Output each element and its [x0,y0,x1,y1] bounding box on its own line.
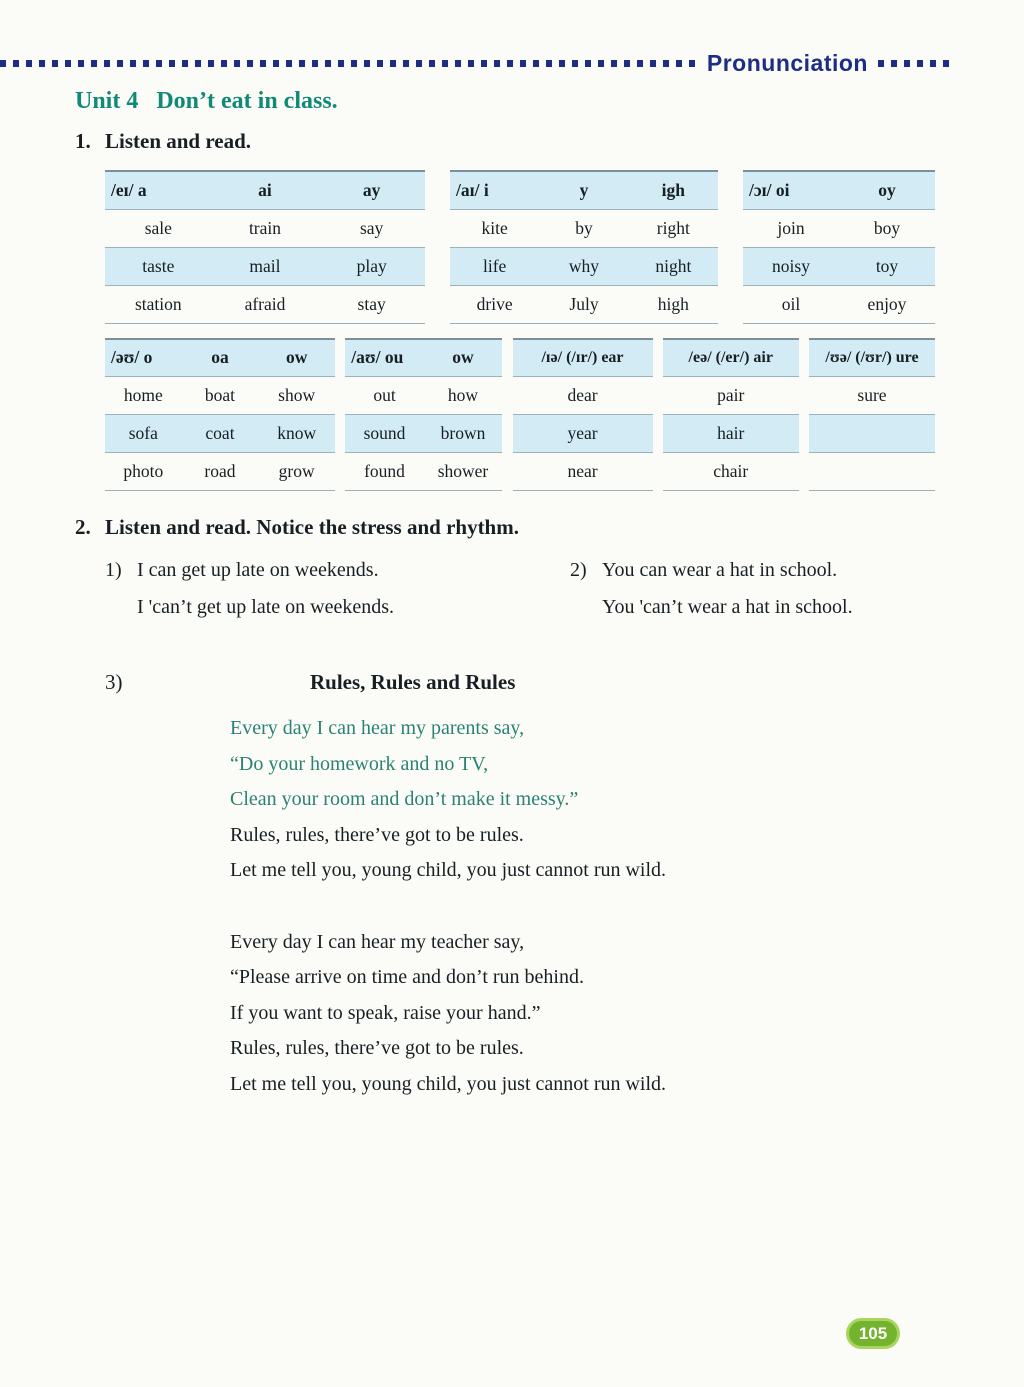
table-header-row [513,339,653,377]
table-cell: station [105,285,212,323]
table-header-cell: /ʊə/ (/ʊr/) ure [809,339,935,377]
table-cell [809,415,935,453]
table-row [450,285,718,323]
table-cell: sale [105,209,212,247]
table-cell: high [629,285,718,323]
phonics-table-row-2 [105,338,935,492]
poem-line: Every day I can hear my teacher say, [230,930,525,953]
table-cell: say [318,209,425,247]
table-cell: boat [182,377,259,415]
section-2 [75,515,936,626]
table-header-row [743,171,935,209]
poem-line: Clean your room and don’t make it messy.” [230,788,579,810]
vowel-table-ear [513,338,653,492]
table-row [809,377,935,415]
table-cell: hair [663,415,799,453]
table-cell: dear [513,377,653,415]
section-3-heading [105,670,936,695]
section-2-heading [75,515,936,540]
section-3 [75,670,936,1102]
vowel-table-ei [105,170,425,324]
phonics-tables [105,170,935,491]
table-header-cell: oa [182,339,259,377]
unit-title-text: Don’t eat in class. [156,88,338,114]
table-cell: road [182,453,259,491]
vowel-table-air [663,338,799,492]
table-header-cell: /aɪ/ i [450,171,539,209]
table-cell: sure [809,377,935,415]
table-cell: coat [182,415,259,453]
table-header-cell: /ɪə/ (/ɪr/) ear [513,339,653,377]
unit-number: Unit 4 [75,88,139,114]
stress-example-2 [570,552,853,626]
table-header-row [105,339,335,377]
section-3-number: 3) [105,670,123,694]
table-row [105,415,335,453]
table-row [105,377,335,415]
poem-stanza-2 [230,925,936,1103]
poem-line: Rules, rules, there’ve got to be rules. [230,1037,524,1059]
example-text-stressed: You 'can’t wear a hat in school. [602,596,853,618]
table-cell: out [345,377,424,415]
table-cell: grow [258,453,335,491]
table-cell: near [513,453,653,491]
phonics-table-row-1 [105,170,935,324]
table-header-row [450,171,718,209]
table-row [105,247,425,285]
table-cell: why [539,247,628,285]
table-row [105,209,425,247]
table-cell: shower [424,453,503,491]
table-header-cell: ow [424,339,503,377]
table-header-row [105,171,425,209]
table-cell: mail [212,247,319,285]
table-header-cell: oy [839,171,935,209]
unit-title [75,88,936,115]
table-cell: sound [345,415,424,453]
example-line [105,552,570,589]
poem-line: Rules, rules, there’ve got to be rules. [230,823,524,846]
poem-line: “Do your homework and no TV, [230,752,489,775]
table-cell: taste [105,247,212,285]
table-cell: afraid [212,285,319,323]
poem-stanza-1 [230,711,936,889]
vowel-table-au [345,338,502,492]
table-cell: know [258,415,335,453]
table-cell: right [629,209,718,247]
table-cell: chair [663,453,799,491]
table-cell: home [105,377,182,415]
section-1-heading [75,129,936,154]
table-row [345,377,502,415]
table-header-cell: ow [258,339,335,377]
table-cell: pair [663,377,799,415]
vowel-table-ai [450,170,718,324]
section-2-title: Listen and read. Notice the stress and rhythm. [105,515,519,539]
page-number-badge: 105 [846,1318,900,1349]
table-header-cell: /aʊ/ ou [345,339,424,377]
table-row [450,247,718,285]
example-text: I can get up late on weekends. [137,559,379,581]
table-cell: kite [450,209,539,247]
table-row [743,285,935,323]
table-cell: by [539,209,628,247]
table-cell: drive [450,285,539,323]
vowel-table-oi [743,170,935,324]
example-line [570,552,853,589]
table-cell: year [513,415,653,453]
table-header-cell: /əʊ/ o [105,339,182,377]
table-cell: oil [743,285,839,323]
table-row [809,453,935,491]
poem-title: Rules, Rules and Rules [310,670,516,694]
poem-line: “Please arrive on time and don’t run behind. [230,966,584,988]
table-cell: found [345,453,424,491]
table-row [743,247,935,285]
dotted-rule-left [0,60,697,67]
table-header-cell: /eɪ/ a [105,171,212,209]
pronunciation-label: Pronunciation [706,50,868,76]
section-2-number: 2. [75,515,91,539]
table-cell: sofa [105,415,182,453]
table-cell: boy [839,209,935,247]
table-header-cell: y [539,171,628,209]
table-cell: show [258,377,335,415]
table-row [743,209,935,247]
example-text-stressed: I 'can’t get up late on weekends. [137,596,395,618]
table-cell: how [424,377,503,415]
dotted-rule-right [878,60,952,67]
table-cell: night [629,247,718,285]
vowel-table-ou [105,338,335,492]
table-cell: enjoy [839,285,935,323]
table-cell: July [539,285,628,323]
table-row [345,415,502,453]
section-1-number: 1. [75,129,91,153]
table-cell: train [212,209,319,247]
table-header-row [345,339,502,377]
table-header-cell: ai [212,171,319,209]
table-header-cell: /ɔɪ/ oi [743,171,839,209]
example-text: You can wear a hat in school. [602,559,838,581]
poem-line: Let me tell you, young child, you just cannot run wild. [230,859,667,881]
example-number: 2) [570,559,587,581]
table-cell [809,453,935,491]
table-row [450,209,718,247]
poem-line: Let me tell you, young child, you just cannot run wild. [230,1072,667,1095]
table-cell: photo [105,453,182,491]
table-cell: stay [318,285,425,323]
poem-line: Every day I can hear my parents say, [230,717,525,739]
vowel-table-ure [809,338,935,492]
table-header-cell: ay [318,171,425,209]
table-row [105,453,335,491]
table-row [105,285,425,323]
table-cell: toy [839,247,935,285]
stress-examples [105,552,936,626]
table-row [513,377,653,415]
table-row [513,415,653,453]
table-header-row [809,339,935,377]
table-row [663,453,799,491]
table-cell: play [318,247,425,285]
table-header-cell: /eə/ (/er/) air [663,339,799,377]
table-row [663,415,799,453]
table-cell: noisy [743,247,839,285]
table-row [513,453,653,491]
example-number: 1) [105,559,122,581]
section-1-title: Listen and read. [105,129,252,153]
pronunciation-rule [0,50,952,77]
table-row [345,453,502,491]
table-row [663,377,799,415]
table-cell: life [450,247,539,285]
table-header-row [663,339,799,377]
table-cell: brown [424,415,503,453]
table-header-cell: igh [629,171,718,209]
table-cell: join [743,209,839,247]
stress-example-1 [105,552,570,626]
poem-line: If you want to speak, raise your hand.” [230,1001,541,1024]
table-row [809,415,935,453]
